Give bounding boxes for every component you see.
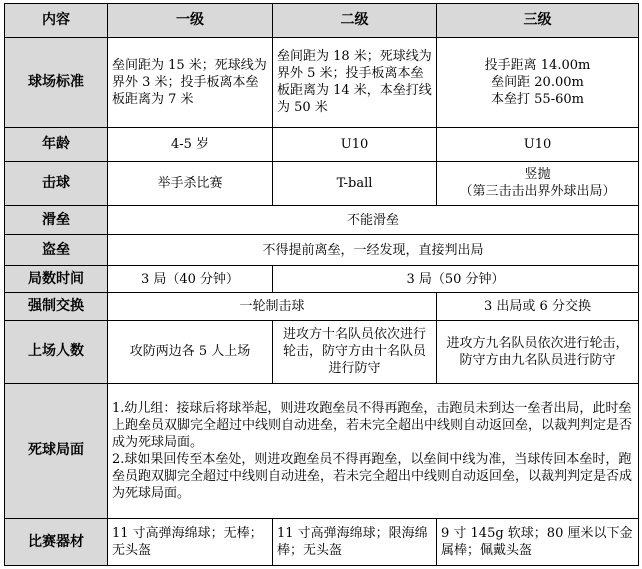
row-label-dead-ball: 死球局面 xyxy=(5,383,108,518)
row-players xyxy=(5,320,639,383)
sliding-all-levels: 不能滑垒 xyxy=(108,205,639,235)
header-content: 内容 xyxy=(5,4,108,38)
batting-level-1: 举手杀比赛 xyxy=(108,162,273,206)
switch-level-1-2: 一轮制击球 xyxy=(108,293,437,320)
batting-level-3: 竖抛 （第三击击出界外球出局） xyxy=(437,162,639,206)
innings-level-2-3: 3 局（50 分钟） xyxy=(273,265,639,292)
row-label-switch: 强制交换 xyxy=(5,293,108,320)
dead-ball-rule-2: 2.球如果回传至本垒处，则进攻跑垒员不得再跑垒，以垒间中线为准，当球传回本垒时，跑垒员跑双脚完全超过中线则自动进垒，若未完全超出中线则自动返回垒，以裁判判定是否成为死球局面。 xyxy=(112,451,633,501)
header-row xyxy=(5,4,639,38)
age-level-3: U10 xyxy=(437,127,639,162)
row-sliding xyxy=(5,205,639,235)
field-level-3: 投手距离 14.00m 垒间距 20.00m 本垒打 55-60m xyxy=(437,38,639,128)
row-label-age: 年龄 xyxy=(5,127,108,162)
players-level-3: 进攻方九名队员依次进行轮击，防守方由九名队员进行防守 xyxy=(437,320,639,383)
age-level-1: 4-5 岁 xyxy=(108,127,273,162)
field-level-1: 垒间距为 15 米；死球线为界外 3 米；投手板离本垒板距离为 7 米 xyxy=(108,38,273,128)
players-level-2: 进攻方十名队员依次进行轮击，防守方由十名队员进行防守 xyxy=(273,320,437,383)
dead-ball-rule-1: 1.幼儿组：接球后将球举起，则进攻跑垒员不得再跑垒，击跑员未到达一垒者出局，此时垒上跑垒员双脚完全超过中线则自动进垒，若未完全超出中线则自动返回垒，以裁判判定是否成为死球局面。 xyxy=(112,400,633,450)
players-level-1: 攻防两边各 5 人上场 xyxy=(108,320,273,383)
equipment-level-3: 9 寸 145g 软球；80 厘米以下金属棒；佩戴头盔 xyxy=(437,519,639,566)
age-level-2: U10 xyxy=(273,127,437,162)
batting-level-2: T-ball xyxy=(273,162,437,206)
equipment-level-2: 11 寸高弹海绵球；限海绵棒；无头盔 xyxy=(273,519,437,566)
row-stealing xyxy=(5,235,639,266)
switch-level-3: 3 出局或 6 分交换 xyxy=(437,293,639,320)
row-label-batting: 击球 xyxy=(5,162,108,206)
row-label-field: 球场标准 xyxy=(5,38,108,128)
header-level-1: 一级 xyxy=(108,4,273,38)
row-dead-ball xyxy=(5,383,639,518)
innings-level-1: 3 局（40 分钟） xyxy=(108,265,273,292)
header-level-2: 二级 xyxy=(273,4,437,38)
row-label-sliding: 滑垒 xyxy=(5,205,108,235)
row-batting xyxy=(5,162,639,206)
equipment-level-1: 11 寸高弹海绵球；无棒；无头盔 xyxy=(108,519,273,566)
row-equipment xyxy=(5,519,639,566)
header-level-3: 三级 xyxy=(437,4,639,38)
field-level-2: 垒间距为 18 米；死球线为界外 5 米；投手板离本垒板距离为 14 米，本垒打线为 50 米 xyxy=(273,38,437,128)
row-label-stealing: 盗垒 xyxy=(5,235,108,266)
row-innings-time xyxy=(5,265,639,292)
dead-ball-rules xyxy=(108,383,639,518)
row-label-equipment: 比赛器材 xyxy=(5,519,108,566)
row-age xyxy=(5,127,639,162)
row-forced-switch xyxy=(5,293,639,320)
row-label-players: 上场人数 xyxy=(5,320,108,383)
row-field-standard xyxy=(5,38,639,128)
rules-table xyxy=(4,3,639,566)
row-label-innings: 局数时间 xyxy=(5,265,108,292)
stealing-all-levels: 不得提前离垒，一经发现，直接判出局 xyxy=(108,235,639,266)
